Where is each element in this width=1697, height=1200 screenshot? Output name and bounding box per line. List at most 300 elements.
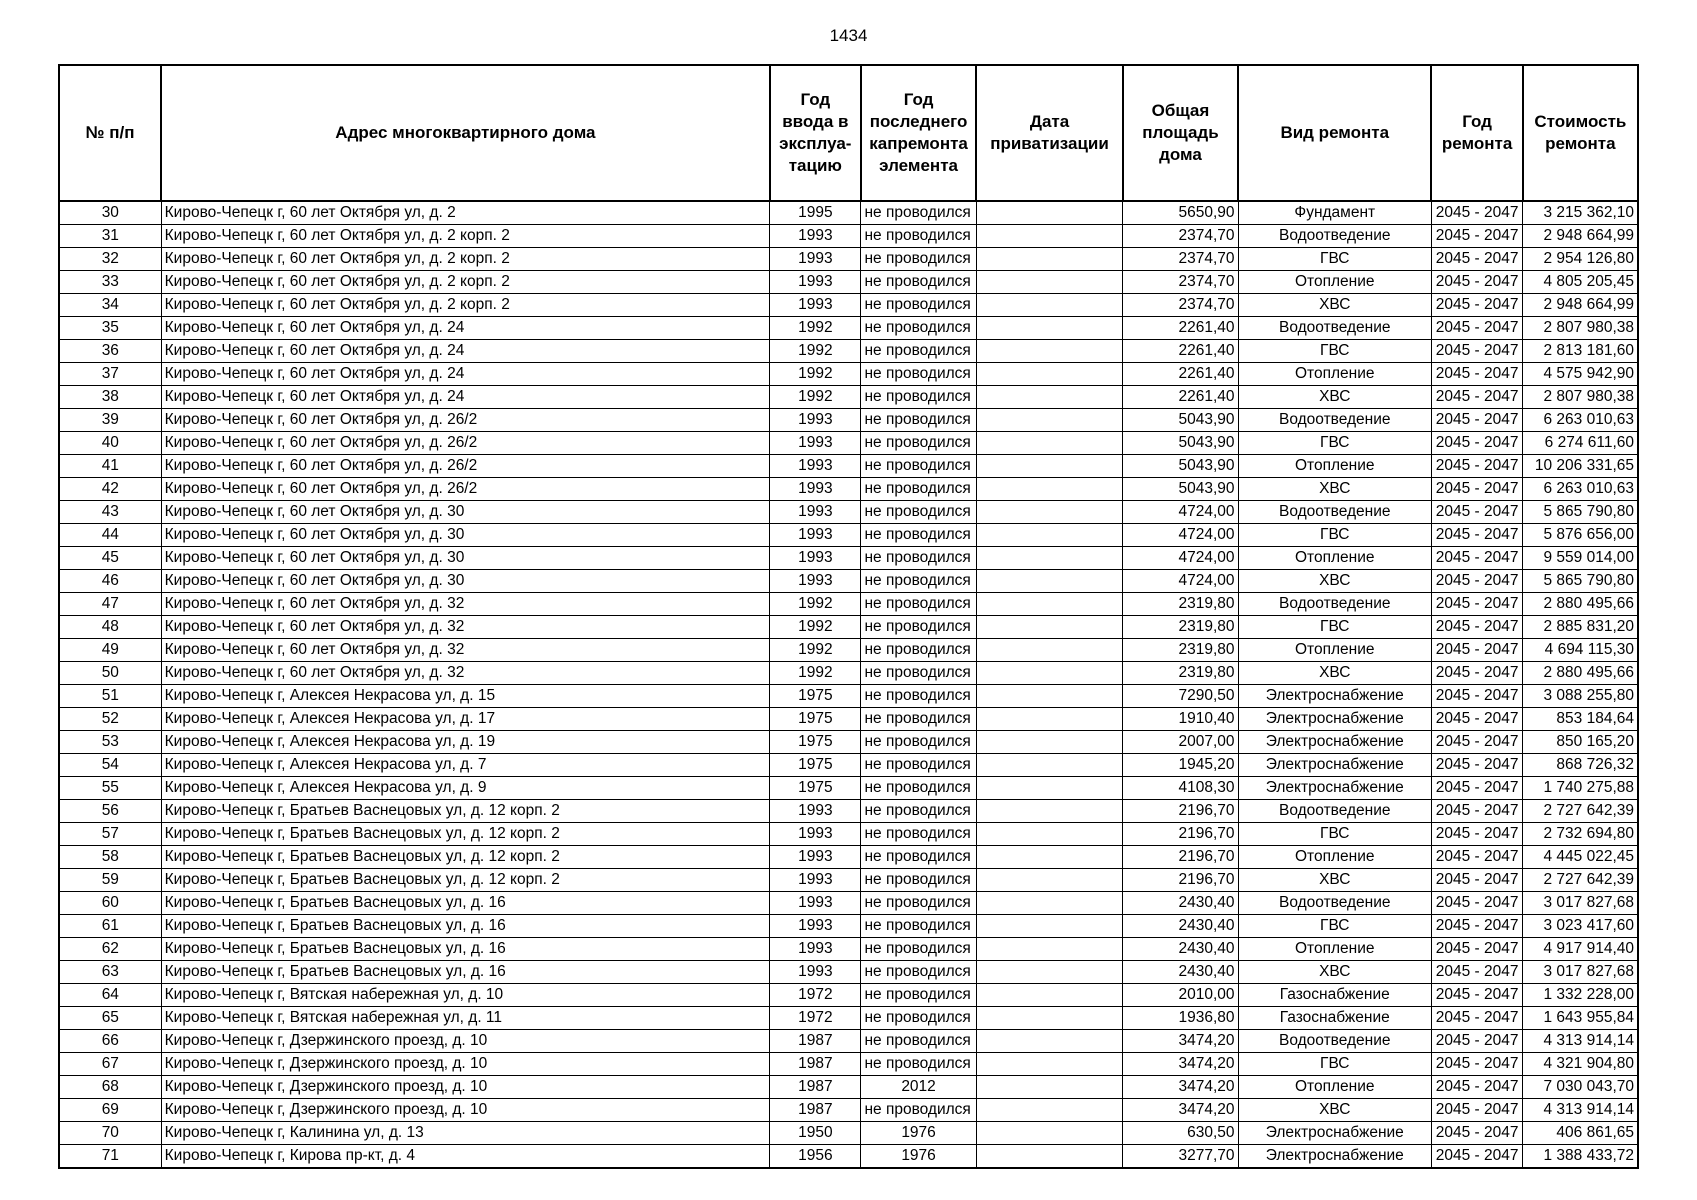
table-row <box>59 708 1638 731</box>
cell-last-overhaul: не проводился <box>861 1007 976 1030</box>
table-row <box>59 225 1638 248</box>
cell-privatization-date <box>976 570 1123 593</box>
cell-repair-type: ГВС <box>1238 823 1431 846</box>
cell-repair-type: Отопление <box>1238 363 1431 386</box>
cell-year-commissioned: 1995 <box>770 201 861 225</box>
cell-num: 55 <box>59 777 161 800</box>
cell-num: 60 <box>59 892 161 915</box>
cell-address: Кирово-Чепецк г, Алексея Некрасова ул, д. 9 <box>161 777 770 800</box>
cell-repair-year: 2045 - 2047 <box>1431 409 1522 432</box>
cell-repair-type: Электроснабжение <box>1238 1122 1431 1145</box>
cell-last-overhaul: не проводился <box>861 386 976 409</box>
cell-address: Кирово-Чепецк г, 60 лет Октября ул, д. 30 <box>161 501 770 524</box>
cell-repair-cost: 5 876 656,00 <box>1523 524 1638 547</box>
cell-address: Кирово-Чепецк г, Дзержинского проезд, д. 10 <box>161 1076 770 1099</box>
cell-repair-cost: 3 017 827,68 <box>1523 961 1638 984</box>
cell-repair-cost: 3 088 255,80 <box>1523 685 1638 708</box>
cell-last-overhaul: не проводился <box>861 800 976 823</box>
cell-address: Кирово-Чепецк г, 60 лет Октября ул, д. 2 корп. 2 <box>161 225 770 248</box>
cell-repair-year: 2045 - 2047 <box>1431 501 1522 524</box>
cell-repair-cost: 4 575 942,90 <box>1523 363 1638 386</box>
table-row <box>59 547 1638 570</box>
cell-privatization-date <box>976 201 1123 225</box>
cell-year-commissioned: 1993 <box>770 869 861 892</box>
cell-repair-year: 2045 - 2047 <box>1431 1076 1522 1099</box>
cell-total-area: 4724,00 <box>1123 570 1238 593</box>
cell-repair-year: 2045 - 2047 <box>1431 731 1522 754</box>
cell-year-commissioned: 1987 <box>770 1053 861 1076</box>
cell-year-commissioned: 1993 <box>770 961 861 984</box>
cell-year-commissioned: 1993 <box>770 570 861 593</box>
header-num: № п/п <box>59 65 161 201</box>
cell-repair-type: ГВС <box>1238 432 1431 455</box>
cell-last-overhaul: не проводился <box>861 432 976 455</box>
cell-privatization-date <box>976 1122 1123 1145</box>
cell-address: Кирово-Чепецк г, 60 лет Октября ул, д. 30 <box>161 547 770 570</box>
cell-num: 65 <box>59 1007 161 1030</box>
cell-repair-cost: 2 813 181,60 <box>1523 340 1638 363</box>
cell-privatization-date <box>976 593 1123 616</box>
cell-last-overhaul: не проводился <box>861 1099 976 1122</box>
cell-privatization-date <box>976 1030 1123 1053</box>
cell-year-commissioned: 1992 <box>770 363 861 386</box>
cell-privatization-date <box>976 501 1123 524</box>
cell-last-overhaul: не проводился <box>861 777 976 800</box>
cell-privatization-date <box>976 248 1123 271</box>
table-header-row <box>59 65 1638 201</box>
cell-num: 32 <box>59 248 161 271</box>
cell-total-area: 2261,40 <box>1123 386 1238 409</box>
cell-year-commissioned: 1956 <box>770 1145 861 1169</box>
cell-repair-type: Водоотведение <box>1238 225 1431 248</box>
table-row <box>59 524 1638 547</box>
cell-repair-type: Водоотведение <box>1238 409 1431 432</box>
cell-year-commissioned: 1950 <box>770 1122 861 1145</box>
cell-address: Кирово-Чепецк г, 60 лет Октября ул, д. 24 <box>161 363 770 386</box>
cell-address: Кирово-Чепецк г, 60 лет Октября ул, д. 30 <box>161 524 770 547</box>
table-row <box>59 432 1638 455</box>
cell-repair-year: 2045 - 2047 <box>1431 524 1522 547</box>
cell-total-area: 1910,40 <box>1123 708 1238 731</box>
cell-year-commissioned: 1993 <box>770 547 861 570</box>
cell-privatization-date <box>976 225 1123 248</box>
cell-last-overhaul: не проводился <box>861 846 976 869</box>
cell-year-commissioned: 1972 <box>770 984 861 1007</box>
cell-last-overhaul: не проводился <box>861 294 976 317</box>
cell-total-area: 2430,40 <box>1123 961 1238 984</box>
cell-last-overhaul: не проводился <box>861 409 976 432</box>
cell-repair-cost: 3 023 417,60 <box>1523 915 1638 938</box>
cell-year-commissioned: 1975 <box>770 754 861 777</box>
cell-repair-year: 2045 - 2047 <box>1431 1145 1522 1169</box>
cell-num: 66 <box>59 1030 161 1053</box>
header-year-commissioned: Год ввода в эксплуа-тацию <box>770 65 861 201</box>
cell-repair-year: 2045 - 2047 <box>1431 1099 1522 1122</box>
cell-year-commissioned: 1992 <box>770 340 861 363</box>
cell-repair-year: 2045 - 2047 <box>1431 708 1522 731</box>
cell-num: 36 <box>59 340 161 363</box>
cell-privatization-date <box>976 777 1123 800</box>
cell-repair-type: ГВС <box>1238 248 1431 271</box>
cell-repair-cost: 1 740 275,88 <box>1523 777 1638 800</box>
cell-last-overhaul: не проводился <box>861 317 976 340</box>
cell-repair-cost: 2 880 495,66 <box>1523 662 1638 685</box>
cell-num: 49 <box>59 639 161 662</box>
cell-repair-type: ХВС <box>1238 294 1431 317</box>
cell-repair-cost: 4 321 904,80 <box>1523 1053 1638 1076</box>
cell-last-overhaul: не проводился <box>861 547 976 570</box>
cell-total-area: 2374,70 <box>1123 271 1238 294</box>
cell-repair-type: Электроснабжение <box>1238 1145 1431 1169</box>
cell-repair-cost: 4 917 914,40 <box>1523 938 1638 961</box>
cell-repair-type: Газоснабжение <box>1238 1007 1431 1030</box>
cell-privatization-date <box>976 1076 1123 1099</box>
table-row <box>59 1076 1638 1099</box>
table-row <box>59 731 1638 754</box>
table-row <box>59 478 1638 501</box>
cell-year-commissioned: 1975 <box>770 777 861 800</box>
cell-repair-year: 2045 - 2047 <box>1431 662 1522 685</box>
cell-last-overhaul: 2012 <box>861 1076 976 1099</box>
cell-address: Кирово-Чепецк г, Алексея Некрасова ул, д. 7 <box>161 754 770 777</box>
cell-num: 33 <box>59 271 161 294</box>
cell-year-commissioned: 1993 <box>770 892 861 915</box>
cell-repair-year: 2045 - 2047 <box>1431 547 1522 570</box>
cell-address: Кирово-Чепецк г, Алексея Некрасова ул, д. 19 <box>161 731 770 754</box>
cell-privatization-date <box>976 432 1123 455</box>
cell-total-area: 2430,40 <box>1123 915 1238 938</box>
cell-privatization-date <box>976 869 1123 892</box>
cell-num: 44 <box>59 524 161 547</box>
cell-total-area: 2261,40 <box>1123 363 1238 386</box>
cell-total-area: 2196,70 <box>1123 823 1238 846</box>
cell-privatization-date <box>976 639 1123 662</box>
cell-address: Кирово-Чепецк г, Алексея Некрасова ул, д. 17 <box>161 708 770 731</box>
cell-total-area: 2319,80 <box>1123 639 1238 662</box>
cell-privatization-date <box>976 984 1123 1007</box>
cell-address: Кирово-Чепецк г, Дзержинского проезд, д. 10 <box>161 1099 770 1122</box>
cell-address: Кирово-Чепецк г, 60 лет Октября ул, д. 2 корп. 2 <box>161 294 770 317</box>
cell-repair-cost: 6 274 611,60 <box>1523 432 1638 455</box>
cell-last-overhaul: не проводился <box>861 731 976 754</box>
cell-total-area: 5043,90 <box>1123 478 1238 501</box>
cell-repair-type: ХВС <box>1238 570 1431 593</box>
cell-num: 47 <box>59 593 161 616</box>
cell-repair-cost: 2 727 642,39 <box>1523 800 1638 823</box>
cell-repair-type: Отопление <box>1238 1076 1431 1099</box>
cell-repair-type: ХВС <box>1238 478 1431 501</box>
cell-repair-year: 2045 - 2047 <box>1431 1122 1522 1145</box>
table-row <box>59 340 1638 363</box>
cell-repair-type: ХВС <box>1238 386 1431 409</box>
cell-privatization-date <box>976 317 1123 340</box>
cell-last-overhaul: не проводился <box>861 271 976 294</box>
cell-total-area: 1936,80 <box>1123 1007 1238 1030</box>
table-row <box>59 1122 1638 1145</box>
cell-num: 59 <box>59 869 161 892</box>
cell-num: 63 <box>59 961 161 984</box>
cell-repair-cost: 2 954 126,80 <box>1523 248 1638 271</box>
cell-year-commissioned: 1993 <box>770 800 861 823</box>
cell-last-overhaul: не проводился <box>861 984 976 1007</box>
cell-repair-year: 2045 - 2047 <box>1431 340 1522 363</box>
table-row <box>59 777 1638 800</box>
header-privatization-date: Дата приватизации <box>976 65 1123 201</box>
table-row <box>59 386 1638 409</box>
cell-total-area: 5650,90 <box>1123 201 1238 225</box>
cell-last-overhaul: не проводился <box>861 708 976 731</box>
cell-privatization-date <box>976 823 1123 846</box>
cell-repair-type: Водоотведение <box>1238 800 1431 823</box>
page-number: 1434 <box>829 26 868 45</box>
cell-repair-type: Электроснабжение <box>1238 708 1431 731</box>
cell-num: 45 <box>59 547 161 570</box>
cell-last-overhaul: не проводился <box>861 248 976 271</box>
cell-year-commissioned: 1992 <box>770 386 861 409</box>
cell-total-area: 7290,50 <box>1123 685 1238 708</box>
cell-address: Кирово-Чепецк г, Вятская набережная ул, д. 10 <box>161 984 770 1007</box>
cell-total-area: 2319,80 <box>1123 662 1238 685</box>
cell-repair-cost: 853 184,64 <box>1523 708 1638 731</box>
cell-total-area: 2319,80 <box>1123 616 1238 639</box>
cell-privatization-date <box>976 1099 1123 1122</box>
cell-last-overhaul: не проводился <box>861 754 976 777</box>
table-row <box>59 570 1638 593</box>
cell-repair-year: 2045 - 2047 <box>1431 1007 1522 1030</box>
cell-privatization-date <box>976 961 1123 984</box>
cell-year-commissioned: 1993 <box>770 846 861 869</box>
cell-repair-type: Газоснабжение <box>1238 984 1431 1007</box>
cell-repair-year: 2045 - 2047 <box>1431 271 1522 294</box>
cell-address: Кирово-Чепецк г, 60 лет Октября ул, д. 26/2 <box>161 432 770 455</box>
cell-repair-type: Отопление <box>1238 938 1431 961</box>
cell-repair-type: Электроснабжение <box>1238 754 1431 777</box>
table-row <box>59 984 1638 1007</box>
cell-num: 31 <box>59 225 161 248</box>
cell-total-area: 3277,70 <box>1123 1145 1238 1169</box>
cell-address: Кирово-Чепецк г, Братьев Васнецовых ул, д. 12 корп. 2 <box>161 869 770 892</box>
cell-privatization-date <box>976 340 1123 363</box>
cell-privatization-date <box>976 800 1123 823</box>
cell-repair-year: 2045 - 2047 <box>1431 386 1522 409</box>
cell-num: 68 <box>59 1076 161 1099</box>
cell-repair-type: Электроснабжение <box>1238 777 1431 800</box>
cell-privatization-date <box>976 892 1123 915</box>
cell-repair-type: Отопление <box>1238 271 1431 294</box>
cell-repair-cost: 4 694 115,30 <box>1523 639 1638 662</box>
cell-address: Кирово-Чепецк г, Дзержинского проезд, д. 10 <box>161 1030 770 1053</box>
cell-repair-cost: 3 017 827,68 <box>1523 892 1638 915</box>
cell-repair-year: 2045 - 2047 <box>1431 961 1522 984</box>
cell-last-overhaul: не проводился <box>861 639 976 662</box>
header-total-area: Общая площадь дома <box>1123 65 1238 201</box>
cell-num: 62 <box>59 938 161 961</box>
cell-num: 35 <box>59 317 161 340</box>
cell-last-overhaul: не проводился <box>861 478 976 501</box>
repair-registry-table <box>58 64 1639 1169</box>
cell-address: Кирово-Чепецк г, 60 лет Октября ул, д. 2 корп. 2 <box>161 271 770 294</box>
cell-year-commissioned: 1992 <box>770 639 861 662</box>
cell-total-area: 4108,30 <box>1123 777 1238 800</box>
table-row <box>59 363 1638 386</box>
cell-num: 57 <box>59 823 161 846</box>
cell-address: Кирово-Чепецк г, Братьев Васнецовых ул, д. 12 корп. 2 <box>161 823 770 846</box>
cell-repair-cost: 5 865 790,80 <box>1523 501 1638 524</box>
cell-repair-year: 2045 - 2047 <box>1431 593 1522 616</box>
cell-repair-year: 2045 - 2047 <box>1431 685 1522 708</box>
cell-total-area: 630,50 <box>1123 1122 1238 1145</box>
cell-repair-year: 2045 - 2047 <box>1431 570 1522 593</box>
cell-num: 37 <box>59 363 161 386</box>
cell-privatization-date <box>976 363 1123 386</box>
cell-repair-year: 2045 - 2047 <box>1431 892 1522 915</box>
cell-total-area: 2430,40 <box>1123 938 1238 961</box>
cell-repair-cost: 2 885 831,20 <box>1523 616 1638 639</box>
table-row <box>59 455 1638 478</box>
cell-last-overhaul: не проводился <box>861 869 976 892</box>
cell-repair-type: ХВС <box>1238 869 1431 892</box>
cell-address: Кирово-Чепецк г, Братьев Васнецовых ул, д. 16 <box>161 961 770 984</box>
cell-total-area: 5043,90 <box>1123 455 1238 478</box>
cell-total-area: 2374,70 <box>1123 248 1238 271</box>
table-row <box>59 593 1638 616</box>
header-repair-year: Год ремонта <box>1431 65 1522 201</box>
cell-repair-type: ХВС <box>1238 662 1431 685</box>
cell-address: Кирово-Чепецк г, Кирова пр-кт, д. 4 <box>161 1145 770 1169</box>
table-row <box>59 1099 1638 1122</box>
cell-year-commissioned: 1992 <box>770 662 861 685</box>
cell-privatization-date <box>976 547 1123 570</box>
cell-repair-year: 2045 - 2047 <box>1431 201 1522 225</box>
cell-num: 41 <box>59 455 161 478</box>
table-row <box>59 317 1638 340</box>
cell-num: 61 <box>59 915 161 938</box>
cell-year-commissioned: 1993 <box>770 823 861 846</box>
cell-num: 34 <box>59 294 161 317</box>
cell-total-area: 5043,90 <box>1123 432 1238 455</box>
cell-year-commissioned: 1992 <box>770 616 861 639</box>
table-row <box>59 294 1638 317</box>
cell-last-overhaul: не проводился <box>861 201 976 225</box>
cell-last-overhaul: не проводился <box>861 524 976 547</box>
cell-last-overhaul: не проводился <box>861 938 976 961</box>
cell-year-commissioned: 1987 <box>770 1076 861 1099</box>
cell-address: Кирово-Чепецк г, 60 лет Октября ул, д. 30 <box>161 570 770 593</box>
cell-total-area: 2261,40 <box>1123 317 1238 340</box>
cell-last-overhaul: не проводился <box>861 1053 976 1076</box>
cell-last-overhaul: не проводился <box>861 685 976 708</box>
cell-total-area: 3474,20 <box>1123 1030 1238 1053</box>
cell-last-overhaul: не проводился <box>861 225 976 248</box>
cell-repair-cost: 4 313 914,14 <box>1523 1030 1638 1053</box>
cell-repair-type: Водоотведение <box>1238 1030 1431 1053</box>
cell-last-overhaul: не проводился <box>861 501 976 524</box>
table-row <box>59 915 1638 938</box>
table-row <box>59 1030 1638 1053</box>
table-row <box>59 248 1638 271</box>
cell-address: Кирово-Чепецк г, 60 лет Октября ул, д. 26/2 <box>161 409 770 432</box>
cell-year-commissioned: 1972 <box>770 1007 861 1030</box>
cell-repair-year: 2045 - 2047 <box>1431 823 1522 846</box>
cell-repair-cost: 3 215 362,10 <box>1523 201 1638 225</box>
cell-num: 38 <box>59 386 161 409</box>
cell-repair-cost: 850 165,20 <box>1523 731 1638 754</box>
cell-num: 52 <box>59 708 161 731</box>
cell-num: 67 <box>59 1053 161 1076</box>
table-row <box>59 800 1638 823</box>
cell-last-overhaul: не проводился <box>861 1030 976 1053</box>
cell-repair-type: ГВС <box>1238 1053 1431 1076</box>
cell-last-overhaul: не проводился <box>861 961 976 984</box>
cell-year-commissioned: 1975 <box>770 731 861 754</box>
cell-privatization-date <box>976 915 1123 938</box>
cell-year-commissioned: 1993 <box>770 915 861 938</box>
cell-year-commissioned: 1993 <box>770 409 861 432</box>
cell-privatization-date <box>976 455 1123 478</box>
table-row <box>59 501 1638 524</box>
cell-repair-year: 2045 - 2047 <box>1431 363 1522 386</box>
cell-address: Кирово-Чепецк г, 60 лет Октября ул, д. 32 <box>161 593 770 616</box>
cell-address: Кирово-Чепецк г, Калинина ул, д. 13 <box>161 1122 770 1145</box>
cell-address: Кирово-Чепецк г, Вятская набережная ул, д. 11 <box>161 1007 770 1030</box>
cell-total-area: 3474,20 <box>1123 1099 1238 1122</box>
cell-repair-type: ХВС <box>1238 961 1431 984</box>
cell-privatization-date <box>976 708 1123 731</box>
cell-repair-cost: 868 726,32 <box>1523 754 1638 777</box>
table-row <box>59 1145 1638 1169</box>
cell-total-area: 1945,20 <box>1123 754 1238 777</box>
cell-address: Кирово-Чепецк г, Братьев Васнецовых ул, д. 16 <box>161 915 770 938</box>
cell-privatization-date <box>976 478 1123 501</box>
cell-repair-cost: 2 807 980,38 <box>1523 386 1638 409</box>
header-address: Адрес многоквартирного дома <box>161 65 770 201</box>
cell-repair-cost: 2 948 664,99 <box>1523 225 1638 248</box>
cell-privatization-date <box>976 846 1123 869</box>
cell-repair-type: Отопление <box>1238 846 1431 869</box>
cell-year-commissioned: 1993 <box>770 478 861 501</box>
cell-address: Кирово-Чепецк г, 60 лет Октября ул, д. 32 <box>161 616 770 639</box>
cell-repair-type: Фундамент <box>1238 201 1431 225</box>
cell-repair-type: Отопление <box>1238 455 1431 478</box>
cell-num: 54 <box>59 754 161 777</box>
cell-num: 51 <box>59 685 161 708</box>
cell-repair-type: ГВС <box>1238 616 1431 639</box>
cell-repair-year: 2045 - 2047 <box>1431 915 1522 938</box>
cell-repair-type: Водоотведение <box>1238 501 1431 524</box>
cell-repair-type: Отопление <box>1238 547 1431 570</box>
cell-year-commissioned: 1993 <box>770 271 861 294</box>
cell-year-commissioned: 1987 <box>770 1030 861 1053</box>
cell-year-commissioned: 1992 <box>770 317 861 340</box>
cell-year-commissioned: 1993 <box>770 455 861 478</box>
cell-repair-year: 2045 - 2047 <box>1431 455 1522 478</box>
cell-repair-year: 2045 - 2047 <box>1431 1030 1522 1053</box>
table-row <box>59 639 1638 662</box>
cell-last-overhaul: не проводился <box>861 570 976 593</box>
cell-address: Кирово-Чепецк г, Дзержинского проезд, д. 10 <box>161 1053 770 1076</box>
table-row <box>59 685 1638 708</box>
cell-last-overhaul: не проводился <box>861 892 976 915</box>
table-row <box>59 1053 1638 1076</box>
cell-repair-year: 2045 - 2047 <box>1431 616 1522 639</box>
cell-total-area: 4724,00 <box>1123 524 1238 547</box>
cell-total-area: 4724,00 <box>1123 547 1238 570</box>
cell-last-overhaul: не проводился <box>861 662 976 685</box>
cell-year-commissioned: 1993 <box>770 225 861 248</box>
cell-repair-year: 2045 - 2047 <box>1431 984 1522 1007</box>
cell-last-overhaul: не проводился <box>861 823 976 846</box>
cell-total-area: 2010,00 <box>1123 984 1238 1007</box>
